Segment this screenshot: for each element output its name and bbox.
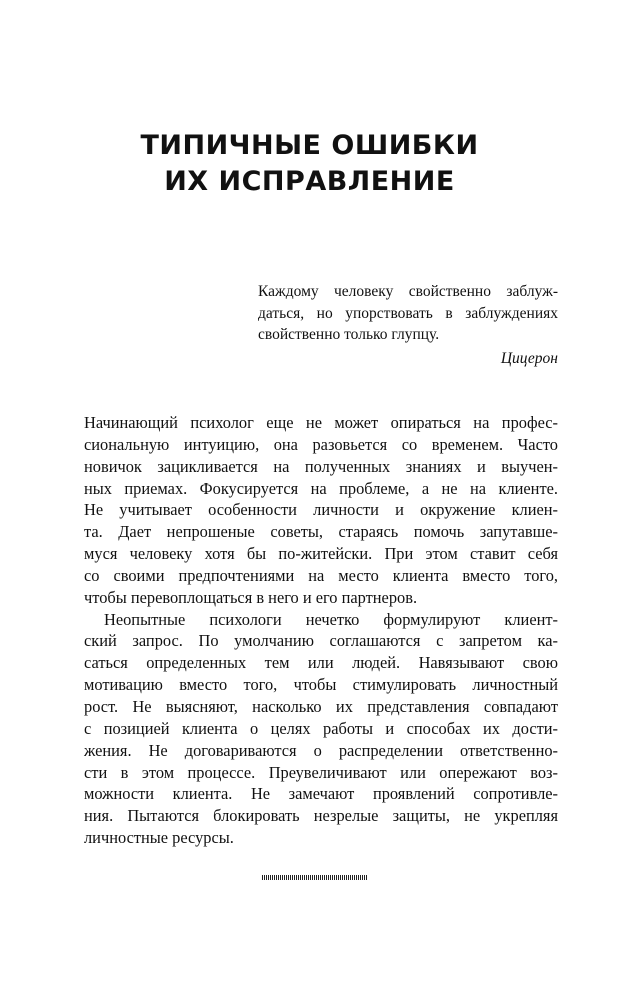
text-line: ных приемах. Фокусируется на проблеме, а не на клиенте. bbox=[84, 478, 558, 498]
text-line: ния. Пытаются блокировать незрелые защиты, не укрепляя bbox=[84, 806, 558, 826]
text-line: со своими предпочтениями на место клиента вместо того, bbox=[84, 565, 558, 585]
text-line: новичок зацикливается на полученных знаниях и выучен- bbox=[84, 456, 558, 476]
chapter-title-line-2: ИХ ИСПРАВЛЕНИЕ bbox=[164, 166, 455, 197]
text-line: муся человеку хотя бы по-житейски. При этом ставит себя bbox=[84, 544, 558, 564]
text-line: саться определенных тем или людей. Навязывают свою bbox=[84, 653, 558, 673]
text-line: Начинающий психолог еще не может опираться на профес- bbox=[84, 413, 558, 432]
text-line: та. Дает непрошеные советы, стараясь помочь запутавше- bbox=[84, 522, 558, 542]
chapter-title bbox=[0, 128, 619, 200]
text-line: личностные ресурсы. bbox=[84, 828, 234, 848]
epigraph-line: даться, но упорствовать в заблуждениях bbox=[258, 304, 558, 322]
epigraph-quote bbox=[258, 281, 558, 346]
chapter-title-line-1: ТИПИЧНЫЕ ОШИБКИ bbox=[140, 130, 479, 161]
text-line: сиональную интуицию, она разовьется со временем. Часто bbox=[84, 434, 558, 454]
text-line: ский запрос. По умолчанию соглашаются с запретом ка- bbox=[84, 631, 558, 651]
text-line: сти в этом процессе. Преувеличивают или опережают воз- bbox=[84, 762, 558, 782]
text-line: рост. Не выясняют, насколько их представления совпадают bbox=[84, 696, 558, 716]
text-line: мотивацию вместо того, чтобы стимулировать личностный bbox=[84, 675, 558, 695]
epigraph-author: Цицерон bbox=[500, 350, 558, 367]
section-divider bbox=[262, 875, 367, 880]
text-line: Не учитывает особенности личности и окружение клиен- bbox=[84, 500, 558, 520]
text-line: чтобы перевоплощаться в него и его партнеров. bbox=[84, 587, 418, 607]
epigraph-line: свойственно только глупцу. bbox=[258, 326, 440, 343]
paragraph-1 bbox=[84, 412, 558, 609]
body-text bbox=[84, 412, 558, 849]
text-line: жения. Не договариваются о распределении ответственно- bbox=[84, 740, 558, 760]
text-line: с позицией клиента о целях работы и способах их дости- bbox=[84, 718, 558, 738]
epigraph-line: Каждому человеку свойственно заблуж- bbox=[258, 283, 558, 300]
text-line: можности клиента. Не замечают проявлений сопротивле- bbox=[84, 784, 558, 804]
paragraph-2 bbox=[84, 609, 558, 849]
text-line: Неопытные психологи нечетко формулируют клиент- bbox=[104, 609, 558, 629]
